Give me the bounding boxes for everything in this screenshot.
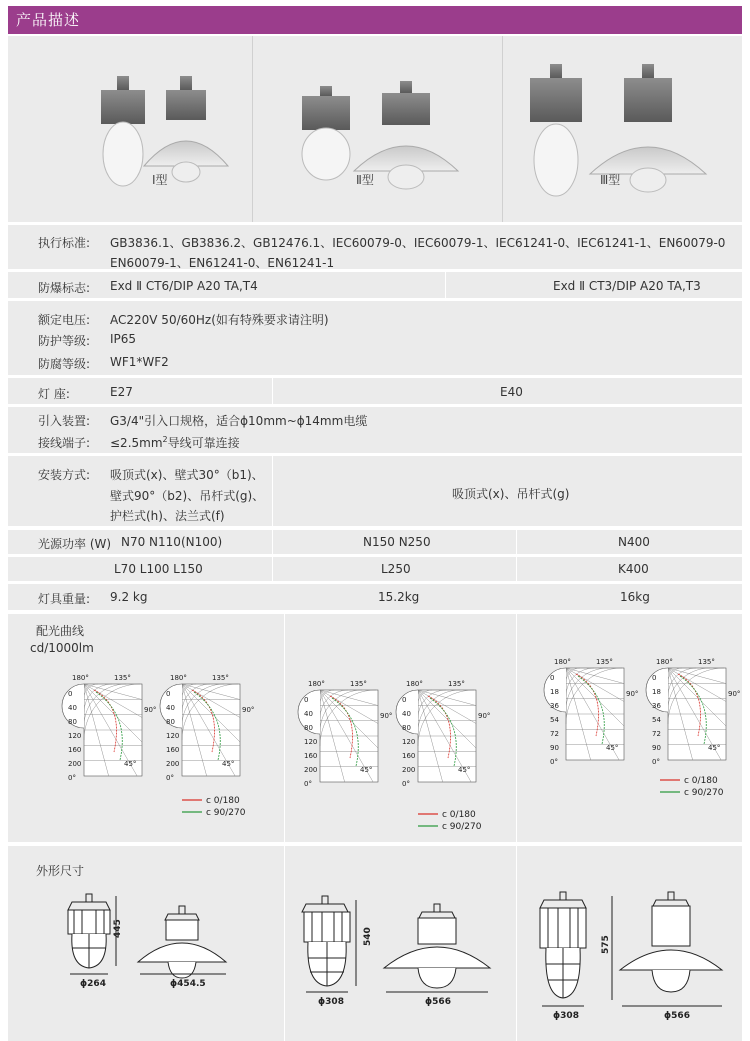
divider (272, 456, 273, 526)
tick-45: 45° (124, 760, 137, 768)
legend-c90-label: c 90/270 (442, 822, 482, 832)
tick-180: 180° (72, 674, 89, 682)
scale-tick: 120 (166, 732, 180, 740)
dim-width-2b: ϕ566 (425, 997, 451, 1007)
scale-tick: 0° (68, 774, 76, 782)
lamp-photo-glass (302, 86, 350, 180)
legend-c90-label: c 90/270 (206, 808, 246, 818)
power-label: 光源功率 (W) (38, 537, 112, 551)
scale-tick: 18 (652, 688, 661, 696)
terminal-value (110, 434, 240, 451)
dim-width-1a: ϕ264 (80, 979, 106, 989)
scale-tick: 36 (550, 702, 559, 710)
scale-tick: 80 (402, 724, 411, 732)
dimension-drawings (0, 846, 750, 1041)
scale-tick: 120 (304, 738, 318, 746)
terminal-label: 接线端子: (38, 436, 91, 450)
tick-45: 45° (606, 744, 619, 752)
tick-45: 45° (222, 760, 235, 768)
scale-tick: 90 (652, 744, 661, 752)
curve-legend (418, 810, 482, 832)
polar-grid (396, 680, 490, 788)
standard-label: 执行标准: (38, 236, 91, 250)
type-label-2: Ⅱ型 (356, 173, 374, 187)
scale-tick: 160 (166, 746, 180, 754)
dim-height-3: 575 (601, 935, 611, 954)
type-label-1: Ⅰ型 (152, 173, 168, 187)
scale-tick: 0° (550, 758, 558, 766)
weight-label: 灯具重量: (38, 592, 91, 606)
voltage-label: 额定电压: (38, 313, 91, 327)
dim-width-2a: ϕ308 (318, 997, 344, 1007)
scale-tick: 160 (304, 752, 318, 760)
type-label-3: Ⅲ型 (600, 173, 621, 187)
glass-lamp-drawing (302, 896, 350, 986)
legend-c90-label: c 90/270 (684, 788, 724, 798)
tick-45: 45° (708, 744, 721, 752)
scale-tick: 54 (550, 716, 559, 724)
weight-value-2: 15.2kg (378, 590, 420, 604)
scale-tick: 0 (304, 696, 309, 704)
scale-tick: 160 (402, 752, 416, 760)
scale-tick: 0° (166, 774, 174, 782)
legend-c0-label: c 0/180 (442, 810, 476, 820)
terminal-value-text: 导线可靠连接 (167, 436, 240, 450)
install-line-3: 护栏式(h)、法兰式(f) (110, 509, 225, 523)
curve-legend (182, 796, 246, 818)
tick-180: 180° (170, 674, 187, 682)
tick-180: 180° (656, 658, 673, 666)
curve-legend (660, 776, 724, 798)
socket-value-1: E27 (110, 385, 133, 399)
scale-tick: 72 (550, 730, 559, 738)
scale-tick: 36 (652, 702, 661, 710)
tick-90: 90° (242, 706, 255, 714)
scale-tick: 72 (652, 730, 661, 738)
protection-label: 防护等级: (38, 334, 91, 348)
lamp-photo-glass (101, 76, 145, 186)
inlet-label: 引入装置: (38, 414, 91, 428)
scale-tick: 40 (166, 704, 175, 712)
scale-tick: 200 (68, 760, 82, 768)
tick-45: 45° (458, 766, 471, 774)
scale-tick: 80 (166, 718, 175, 726)
polar-grid (160, 674, 254, 782)
glass-lamp-drawing (68, 894, 110, 968)
shade-lamp-drawing (384, 904, 490, 988)
scale-tick: 40 (304, 710, 313, 718)
tick-135: 135° (350, 680, 367, 688)
socket-value-2: E40 (500, 385, 523, 399)
tick-180: 180° (406, 680, 423, 688)
scale-tick: 40 (68, 704, 77, 712)
install-line-2: 壁式90°（b2)、吊杆式(g)、 (110, 489, 265, 503)
scale-tick: 200 (402, 766, 416, 774)
scale-tick: 80 (304, 724, 313, 732)
tick-90: 90° (478, 712, 491, 720)
install-value-2: 吸顶式(x)、吊杆式(g) (452, 487, 570, 501)
explosion-value-2: Exd Ⅱ CT3/DIP A20 TA,T3 (553, 279, 701, 293)
power-value-3b: K400 (618, 562, 649, 576)
legend-c0-label: c 0/180 (684, 776, 718, 786)
scale-tick: 0 (550, 674, 555, 682)
terminal-superscript: 2 (162, 435, 168, 444)
tick-135: 135° (114, 674, 131, 682)
power-value-3a: N400 (618, 535, 650, 549)
install-label: 安装方式: (38, 468, 91, 482)
protection-value: IP65 (110, 332, 137, 346)
scale-tick: 0° (652, 758, 660, 766)
power-value-1a: N70 N110(N100) (121, 535, 223, 549)
glass-lamp-drawing (540, 892, 586, 998)
product-photos (8, 36, 742, 222)
anticorr-label: 防腐等级: (38, 357, 91, 371)
scale-tick: 80 (68, 718, 77, 726)
section-header (0, 0, 750, 36)
power-value-1b: L70 L100 L150 (114, 562, 203, 576)
tick-180: 180° (308, 680, 325, 688)
scale-tick: 0 (402, 696, 407, 704)
polar-grid (298, 680, 392, 788)
tick-45: 45° (360, 766, 373, 774)
scale-tick: 0° (402, 780, 410, 788)
scale-tick: 90 (550, 744, 559, 752)
lamp-photo-shade (144, 76, 228, 182)
tick-90: 90° (626, 690, 639, 698)
divider (445, 272, 446, 298)
scale-tick: 120 (402, 738, 416, 746)
polar-grid (544, 658, 638, 766)
tick-135: 135° (698, 658, 715, 666)
explosion-value-1: Exd Ⅱ CT6/DIP A20 TA,T4 (110, 279, 258, 293)
dim-width-1b: ϕ454.5 (170, 979, 206, 989)
weight-value-1: 9.2 kg (110, 590, 148, 604)
tick-90: 90° (380, 712, 393, 720)
shade-lamp-drawing (138, 906, 226, 978)
scale-tick: 40 (402, 710, 411, 718)
scale-tick: 120 (68, 732, 82, 740)
curves-title: 配光曲线 (36, 624, 85, 638)
divider (272, 378, 273, 404)
dims-title: 外形尺寸 (36, 864, 85, 878)
dim-width-3b: ϕ566 (664, 1011, 690, 1021)
scale-tick: 200 (304, 766, 318, 774)
dim-height-1: 445 (113, 919, 123, 938)
power-value-2b: L250 (381, 562, 411, 576)
dim-width-3a: ϕ308 (553, 1011, 579, 1021)
polar-curves (0, 614, 750, 842)
inlet-value: G3/4"引入口规格，适合ϕ10mm~ϕ14mm电缆 (110, 414, 368, 428)
tick-180: 180° (554, 658, 571, 666)
tick-90: 90° (728, 690, 741, 698)
dim-height-2: 540 (363, 927, 373, 946)
socket-label: 灯 座: (38, 387, 70, 401)
tick-135: 135° (212, 674, 229, 682)
voltage-value: AC220V 50/60Hz(如有特殊要求请注明) (110, 313, 329, 327)
scale-tick: 0 (166, 690, 171, 698)
tick-135: 135° (596, 658, 613, 666)
scale-tick: 0° (304, 780, 312, 788)
weight-value-3: 16kg (620, 590, 650, 604)
header-bar (8, 6, 742, 34)
power-value-2a: N150 N250 (363, 535, 431, 549)
scale-tick: 0 (68, 690, 73, 698)
scale-tick: 160 (68, 746, 82, 754)
tick-135: 135° (448, 680, 465, 688)
install-line-1: 吸顶式(x)、壁式30°（b1)、 (110, 468, 264, 482)
standard-line-1: GB3836.1、GB3836.2、GB12476.1、IEC60079-0、IEC60079-1、IEC61241-0、IEC61241-1、EN60079-0 (110, 236, 726, 250)
scale-tick: 200 (166, 760, 180, 768)
polar-grid (646, 658, 740, 766)
scale-tick: 54 (652, 716, 661, 724)
legend-c0-label: c 0/180 (206, 796, 240, 806)
explosion-label: 防爆标志: (38, 281, 91, 295)
terminal-value-text: ≤2.5mm (110, 436, 163, 450)
tick-90: 90° (144, 706, 157, 714)
curves-unit: cd/1000lm (30, 641, 94, 655)
scale-tick: 18 (550, 688, 559, 696)
section-title: 产品描述 (16, 11, 81, 29)
standard-line-2: EN60079-1、EN61241-0、EN61241-1 (110, 256, 335, 270)
anticorr-value: WF1*WF2 (110, 355, 169, 369)
scale-tick: 0 (652, 674, 657, 682)
polar-grid (62, 674, 156, 782)
shade-lamp-drawing (620, 892, 722, 992)
lamp-photo-glass (530, 64, 582, 196)
